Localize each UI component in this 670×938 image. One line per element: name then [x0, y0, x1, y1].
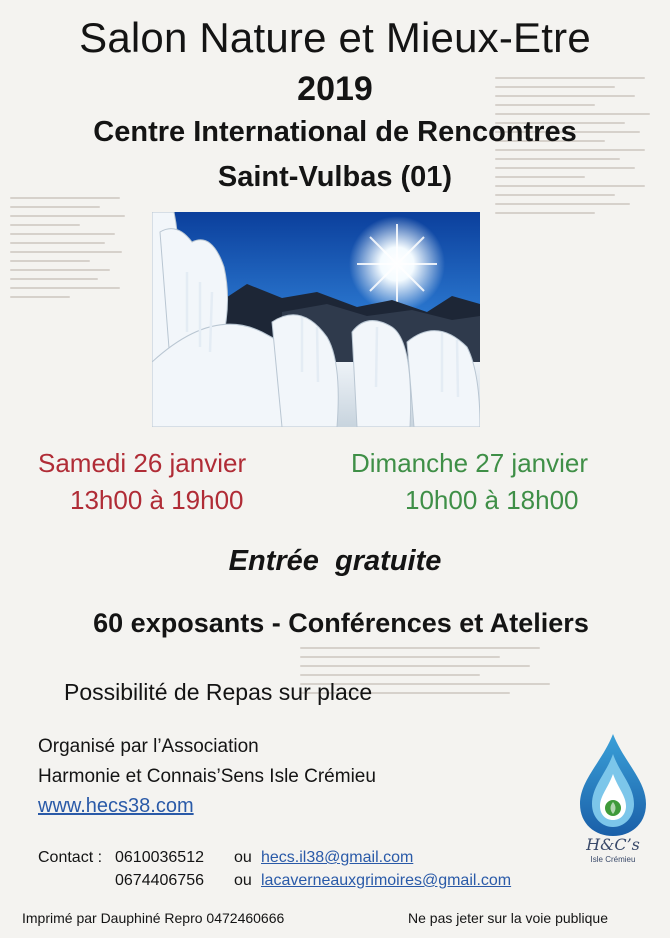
- sunday-date: Dimanche 27 janvier: [351, 448, 589, 478]
- sunday-hours: 10h00 à 18h00: [405, 485, 579, 515]
- logo-name: H&C’s: [586, 835, 640, 854]
- email-link-2[interactable]: lacaverneauxgrimoires@gmail.com: [261, 872, 512, 889]
- separator-or-1: ou: [234, 849, 252, 866]
- event-city: Saint-Vulbas (01): [217, 161, 453, 193]
- exhibitors-headline: 60 exposants - Conférences et Ateliers: [93, 608, 589, 638]
- email-link-1[interactable]: hecs.il38@gmail.com: [261, 849, 414, 866]
- meal-info: Possibilité de Repas sur place: [64, 679, 373, 705]
- winter-landscape-photo: [152, 212, 480, 427]
- litter-notice: Ne pas jeter sur la voie publique: [408, 910, 609, 926]
- organizer-line: Organisé par l’Association: [38, 736, 259, 757]
- bleed-through-left: [10, 190, 130, 305]
- event-title: Salon Nature et Mieux-Etre: [79, 14, 591, 61]
- event-year: 2019: [297, 70, 373, 108]
- organizer-name: Harmonie et Connais’Sens Isle Crémieu: [38, 766, 376, 787]
- printer-credit: Imprimé par Dauphiné Repro 0472460666: [22, 910, 285, 926]
- phone-number-2: 0674406756: [115, 872, 204, 889]
- event-venue: Centre International de Rencontres: [93, 116, 577, 148]
- saturday-hours: 13h00 à 19h00: [70, 485, 244, 515]
- contact-label: Contact :: [38, 849, 103, 866]
- phone-number-1: 0610036512: [115, 849, 204, 866]
- logo-subtitle: Isle Crémieu: [590, 855, 636, 864]
- free-entry-label: Entrée gratuite: [228, 545, 442, 577]
- saturday-date: Samedi 26 janvier: [38, 448, 247, 478]
- separator-or-2: ou: [234, 872, 252, 889]
- website-link[interactable]: www.hecs38.com: [38, 795, 194, 817]
